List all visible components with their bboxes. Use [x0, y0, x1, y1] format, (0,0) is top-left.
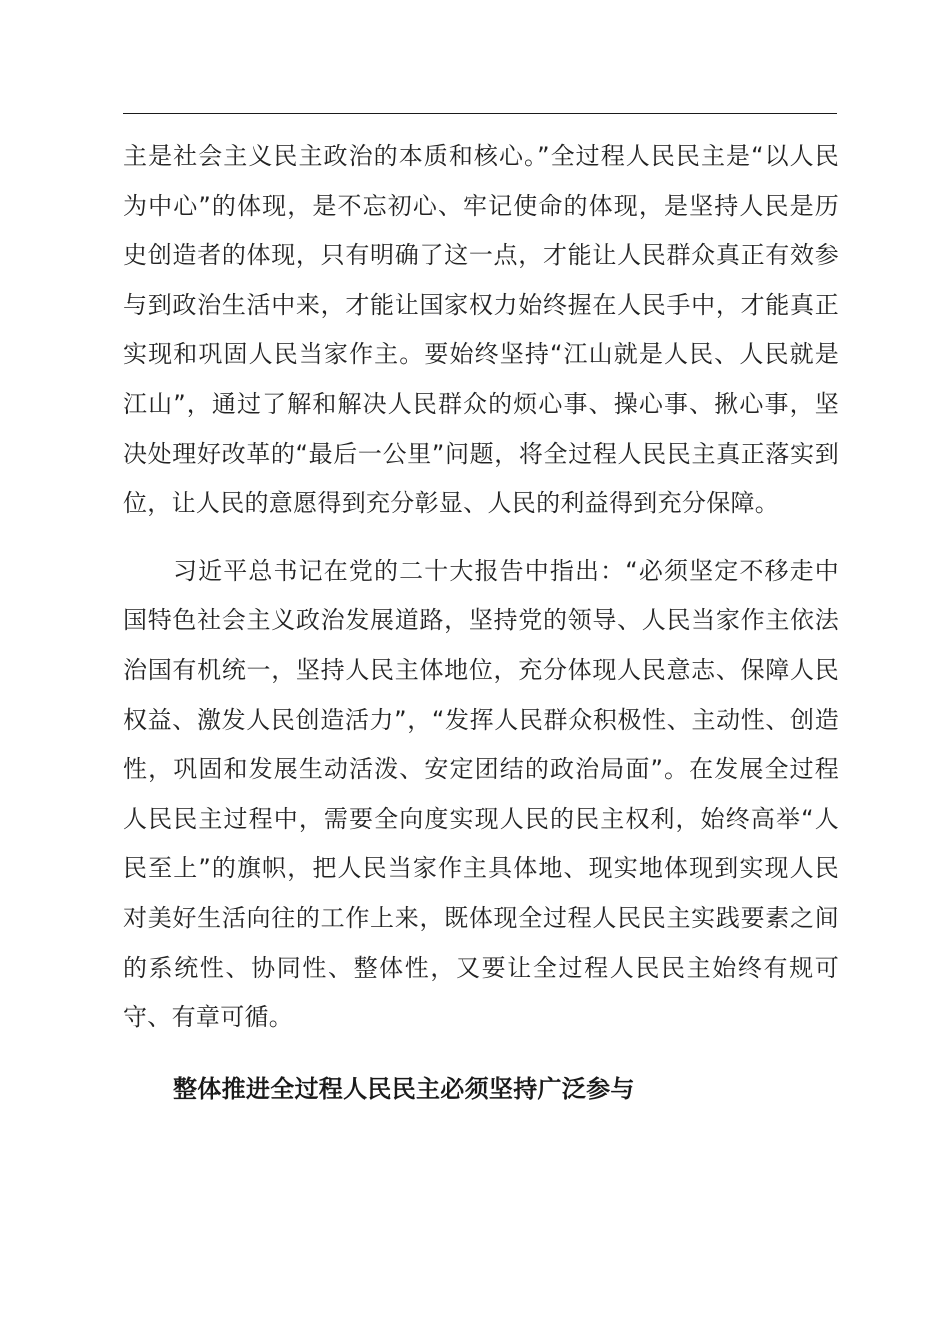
paragraph-report-quote: 习近平总书记在党的二十大报告中指出：“必须坚定不移走中国特色社会主义政治发展道路，坚持党的领导、人民当家作主依法治国有机统一，坚持人民主体地位，充分体现人民意志、保障人民权益、激发人民创造活力”，“发挥人民群众积极性、主动性、创造性，巩固和发展生动活泼、安定团结的政治局面”。在发展全过程人民民主过程中，需要全向度实现人民的民主权利，始终高举“人民至上”的旗帜，把人民当家作主具体地、现实地体现到实现人民对美好生活向往的工作上来，既体现全过程人民民主实践要素之间的系统性、协同性、整体性，又要让全过程人民民主始终有规可守、有章可循。: [123, 556, 839, 1032]
header-rule: [123, 113, 837, 114]
document-body: [123, 132, 839, 1114]
paragraph-continuation: 主是社会主义民主政治的本质和核心。”全过程人民民主是“以人民为中心”的体现，是不忘初心、牢记使命的体现，是坚持人民是历史创造者的体现，只有明确了这一点，才能让人民群众真正有效参与到政治生活中来，才能让国家权力始终握在人民手中，才能真正实现和巩固人民当家作主。要始终坚持“江山就是人民、人民就是江山”，通过了解和解决人民群众的烦心事、操心事、揪心事，坚决处理好改革的“最后一公里”问题，将全过程人民民主真正落实到位，让人民的意愿得到充分彰显、人民的利益得到充分保障。: [123, 142, 839, 518]
section-heading: 整体推进全过程人民民主必须坚持广泛参与: [173, 1074, 635, 1103]
